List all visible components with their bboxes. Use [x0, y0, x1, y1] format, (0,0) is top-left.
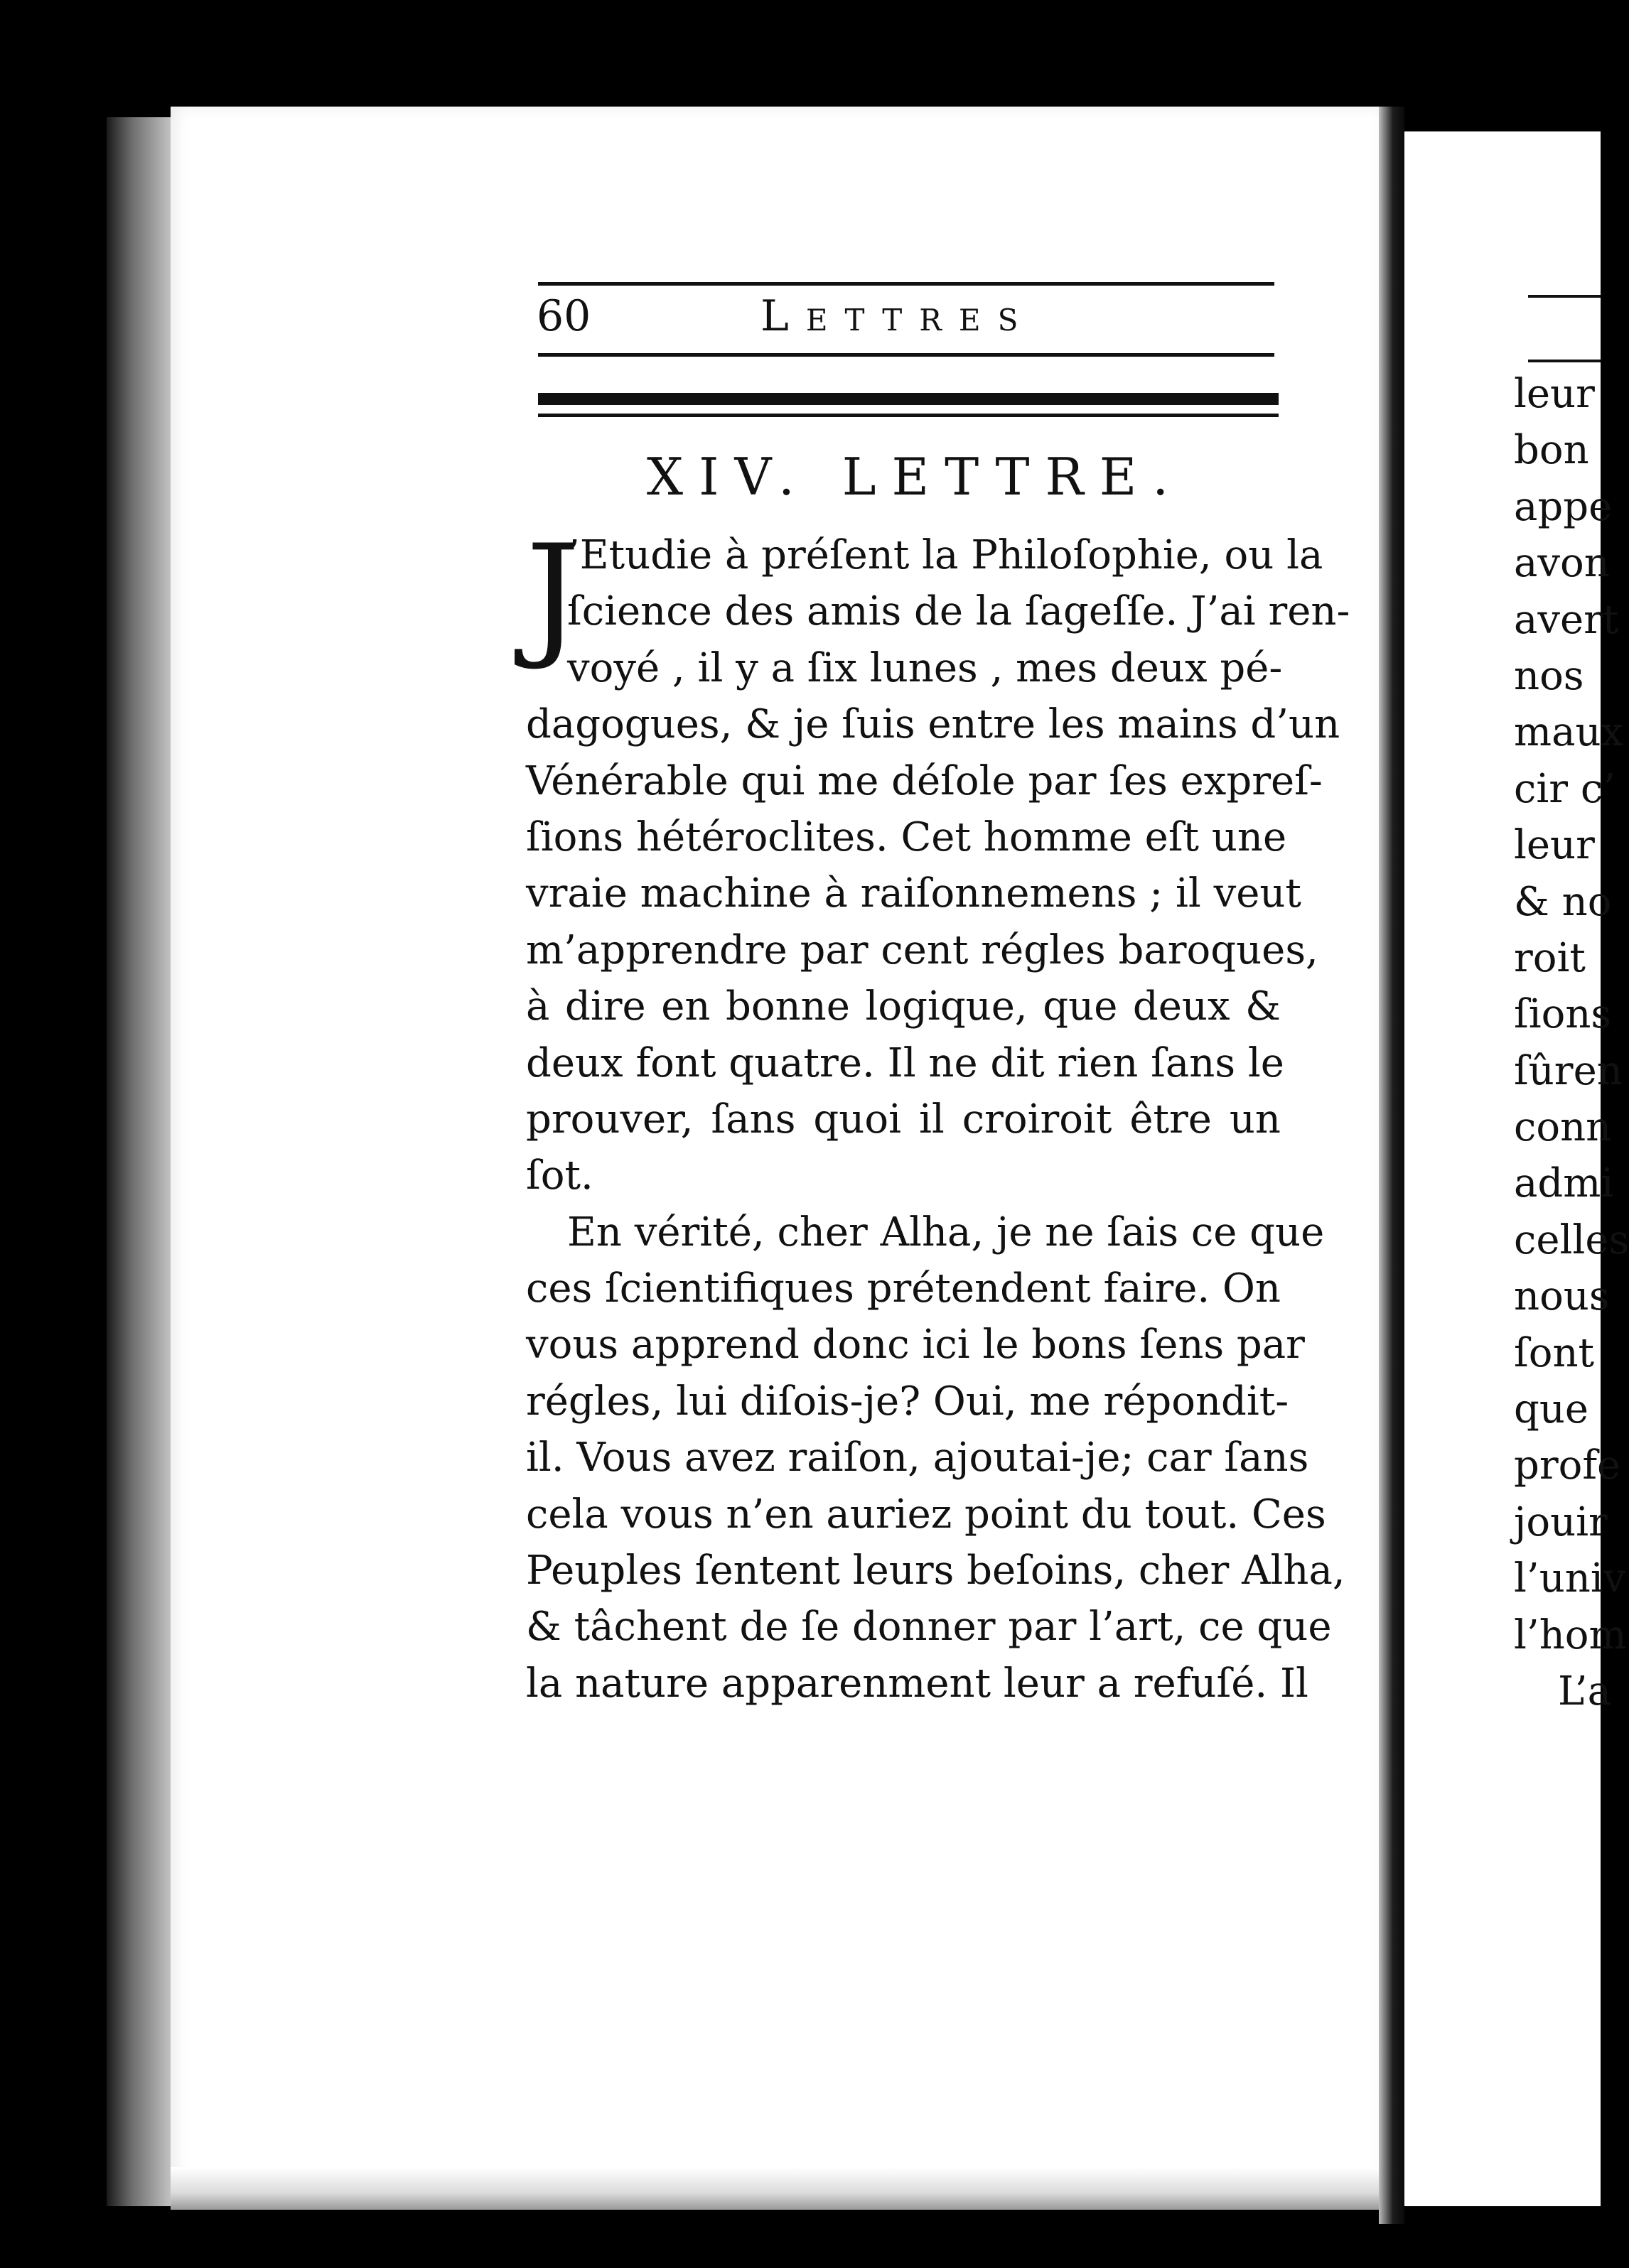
facing-text-line: nous [1514, 1273, 1610, 1320]
facing-text-line: roit [1514, 934, 1586, 981]
facing-text-line: admi [1514, 1160, 1614, 1207]
letter-body [526, 516, 1350, 1712]
facing-text-line: nos [1514, 652, 1584, 699]
facing-text-line: que [1514, 1386, 1589, 1433]
facing-text-line: ſûren [1514, 1047, 1623, 1094]
facing-text-line: celles [1514, 1216, 1629, 1263]
facing-text-line: ſions [1514, 991, 1612, 1038]
page-number: 60 [537, 291, 591, 341]
facing-text-line: L’a [1558, 1668, 1611, 1714]
text-line: dagogues, & je ſuis entre les mains d’un [526, 701, 1340, 748]
section-rule-thin [538, 414, 1279, 417]
text-line: & tâchent de ſe donner par l’art, ce que [526, 1604, 1332, 1651]
section-rule-thick [538, 393, 1279, 405]
text-line: En vérité, cher Alha, je ne ſais ce que [567, 1209, 1325, 1256]
facing-text-line: leur [1514, 822, 1595, 869]
text-line: ces ſcientifiques prétendent faire. On [526, 1265, 1281, 1312]
facing-text-line: appe [1514, 483, 1613, 530]
text-line: Peuples ſentent leurs beſoins, cher Alha, [526, 1548, 1345, 1594]
facing-text-line: bon [1514, 427, 1589, 474]
book-gutter [1379, 107, 1404, 2224]
text-line: prouver, ſans quoi il croiroit être un [526, 1096, 1281, 1143]
text-line: m’apprendre par cent régles baroques, [526, 927, 1318, 973]
header-rule-bottom [538, 353, 1274, 357]
text-line: vraie machine à raiſonnemens ; il veut [526, 870, 1301, 917]
facing-text-line: l’univ [1514, 1555, 1626, 1602]
facing-text-line: conn [1514, 1104, 1612, 1151]
facing-text-line: avon [1514, 540, 1610, 587]
facing-text-line: ſont [1514, 1329, 1595, 1376]
text-line: ’Etudie à préſent la Philoſophie, ou la [567, 532, 1323, 578]
header-rule-top [538, 282, 1274, 286]
text-line: ſions hétéroclites. Cet homme eſt une [526, 814, 1287, 860]
text-line: cela vous n’en auriez point du tout. Ces [526, 1491, 1326, 1538]
facing-text-line: maux [1514, 709, 1624, 756]
text-line: deux font quatre. Il ne dit rien ſans le [526, 1040, 1284, 1086]
text-line: à dire en bonne logique, que deux & [526, 983, 1281, 1030]
drop-cap: J [526, 516, 581, 673]
text-line: voyé , il y a ſix lunes , mes deux pé- [567, 644, 1283, 691]
text-line: régles, lui diſois-je? Oui, me répondit- [526, 1378, 1289, 1425]
running-title: Lettres [760, 291, 1036, 341]
facing-header-rule-bottom [1528, 360, 1601, 362]
text-line: Vénérable qui me déſole par ſes expreſ- [526, 757, 1323, 804]
facing-text-line: leur [1514, 371, 1595, 417]
facing-header-rule-top [1528, 295, 1601, 298]
facing-text-line: avert [1514, 596, 1619, 643]
letter-heading: XIV. LETTRE. [646, 447, 1185, 507]
text-line: vous apprend donc ici le bons ſens par [526, 1322, 1305, 1368]
facing-text-line: jouir [1514, 1498, 1608, 1545]
facing-text-line: cir c’ [1514, 765, 1616, 812]
text-line: ſcience des amis de la ſageſſe. J’ai ren- [567, 588, 1350, 635]
text-line: la nature apparenment leur a refuſé. Il [526, 1660, 1308, 1707]
text-line: ſot. [526, 1152, 593, 1199]
facing-page-text [1514, 366, 1629, 1719]
page-edge-bottom [171, 2167, 1379, 2210]
facing-text-line: & no [1514, 878, 1612, 925]
facing-text-line: l’hom [1514, 1611, 1627, 1658]
text-line: il. Vous avez raiſon, ajoutai-je; car ſans [526, 1435, 1309, 1481]
facing-text-line: profe [1514, 1442, 1621, 1489]
